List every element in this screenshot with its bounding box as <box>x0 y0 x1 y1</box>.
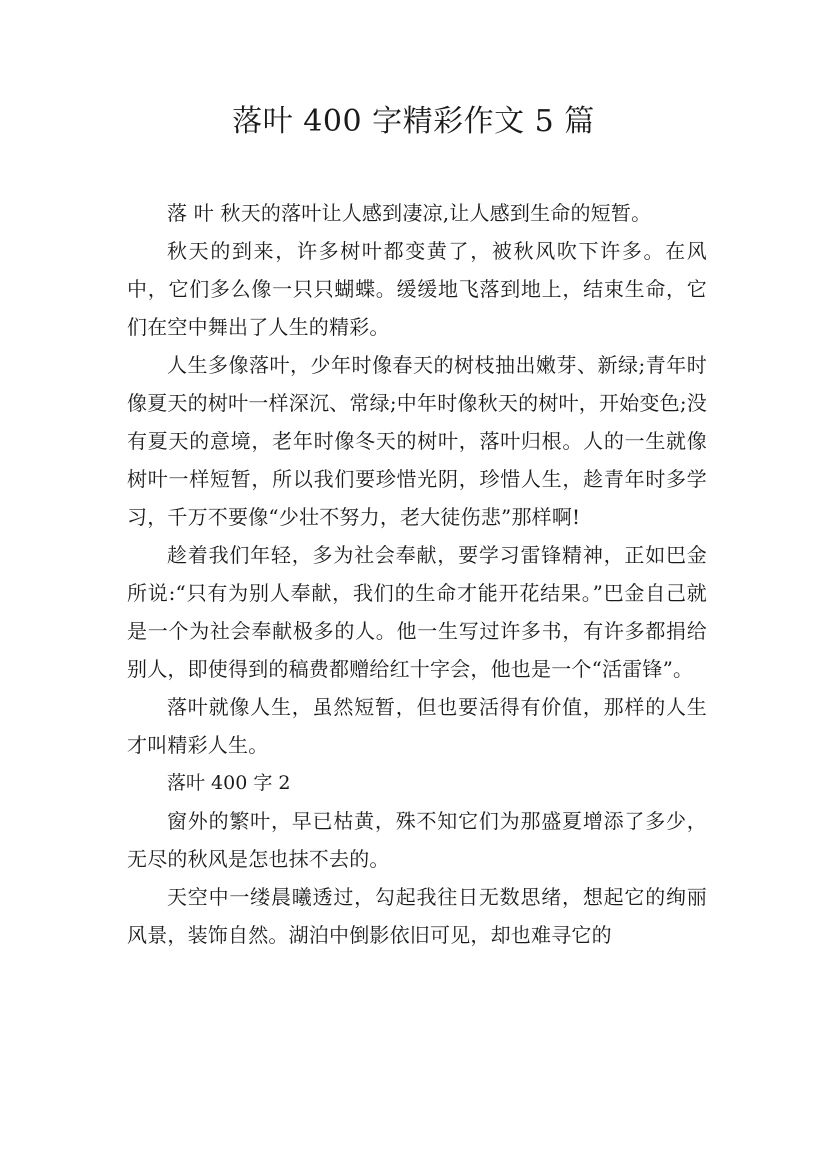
paragraph: 落 叶 秋天的落叶让人感到凄凉,让人感到生命的短暂。 <box>167 201 652 225</box>
paragraph: 落叶就像人生，虽然短暂，但也要活得有价值，那样的人生才叫精彩人生。 <box>127 695 707 757</box>
section-subheading: 落叶 400 字 2 <box>167 772 291 794</box>
document-body <box>127 194 707 954</box>
paragraph: 天空中一缕晨曦透过，勾起我往日无数思绪，想起它的绚丽风景，装饰自然。湖泊中倒影依旧可见，却也难寻它的 <box>127 885 707 947</box>
document-title: 落叶 400 字精彩作文 5 篇 <box>232 104 595 139</box>
paragraph: 人生多像落叶，少年时像春天的树枝抽出嫩芽、新绿;青年时像夏天的树叶一样深沉、常绿;中年时像秋天的树叶，开始变色;没有夏天的意境，老年时像冬天的树叶，落叶归根。人的一生就像树叶一样短暂，所以我们要珍惜光阴，珍惜人生，趁青年时多学习，千万不要像“少壮不努力，老大徒伤悲”那样啊! <box>127 353 707 529</box>
paragraph: 窗外的繁叶，早已枯黄，殊不知它们为那盛夏增添了多少，无尽的秋风是怎也抹不去的。 <box>127 809 707 871</box>
paragraph: 秋天的到来，许多树叶都变黄了，被秋风吹下许多。在风中，它们多么像一只只蝴蝶。缓缓地飞落到地上，结束生命，它们在空中舞出了人生的精彩。 <box>127 239 707 339</box>
paragraph: 趁着我们年轻，多为社会奉献，要学习雷锋精神，正如巴金所说:“只有为别人奉献，我们的生命才能开花结果。”巴金自己就是一个为社会奉献极多的人。他一生写过许多书，有许多都捐给别人，即使得到的稿费都赠给红十字会，他也是一个“活雷锋”。 <box>127 543 707 681</box>
